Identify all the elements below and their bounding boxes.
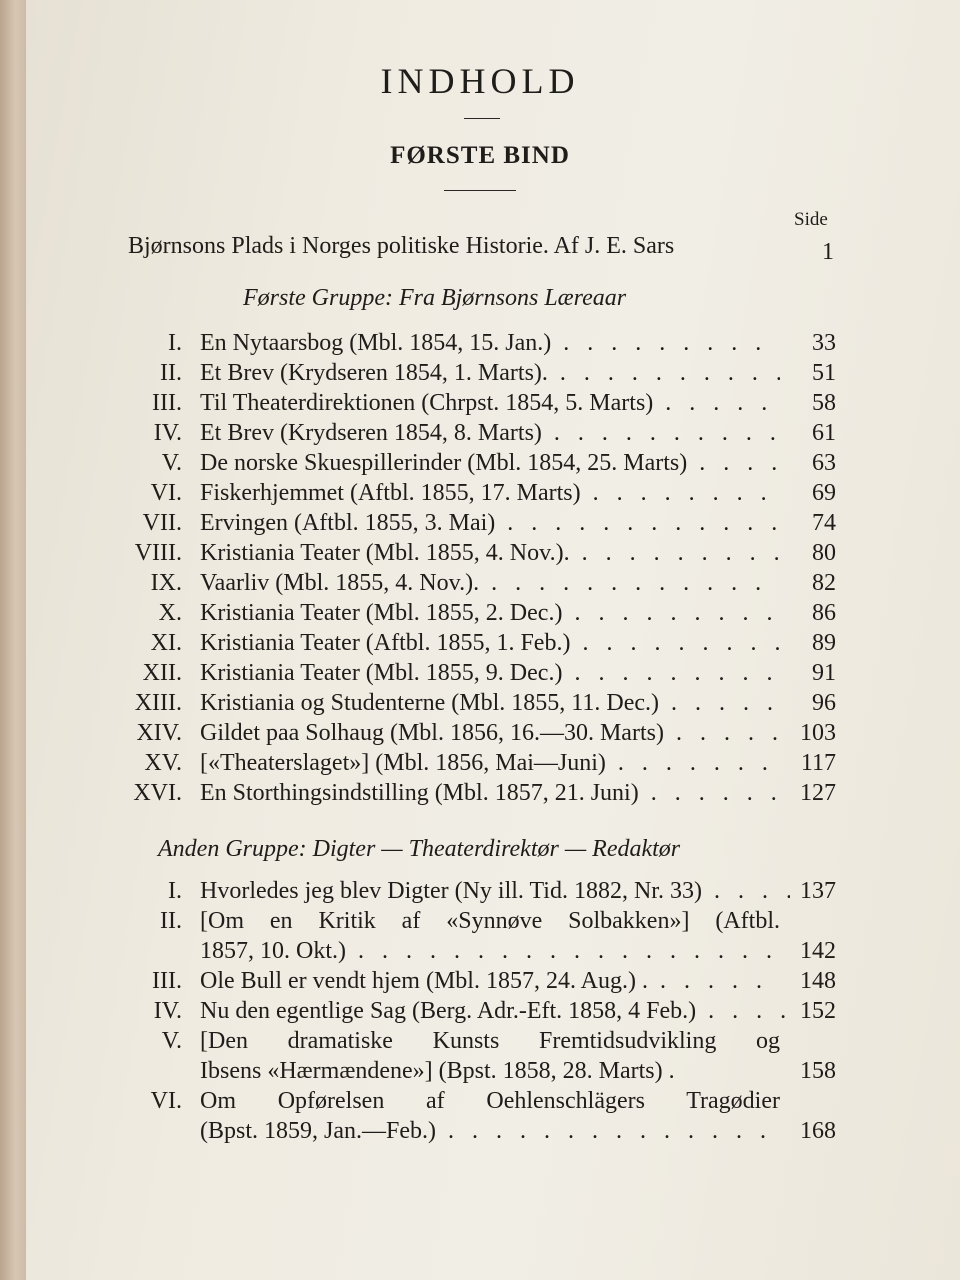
entry-page: 158	[800, 1058, 836, 1084]
entry-text: Hvorledes jeg blev Digter (Ny ill. Tid. 1882, Nr. 33) . . .	[200, 876, 790, 906]
page-column-label: Side	[794, 209, 828, 230]
entry-page: 51	[812, 360, 836, 386]
entry-number: I.	[168, 878, 182, 904]
entry-page: 142	[800, 938, 836, 964]
entry-text-line-1: [Den dramatiske Kunsts Fremtidsudvikling og	[200, 1028, 780, 1054]
entry-text: Nu den egentlige Sag (Berg. Adr.-Eft. 1858, 4 Feb.) . . .	[200, 996, 790, 1026]
entry-number: II.	[160, 360, 182, 386]
entry-number: I.	[168, 330, 182, 356]
entry-number: VIII.	[134, 540, 182, 566]
entry-page: 33	[812, 330, 836, 356]
entry-text: Kristiania Teater (Mbl. 1855, 2. Dec.) . . .	[200, 598, 780, 628]
entry-page: 168	[800, 1118, 836, 1144]
page-title: INDHOLD	[380, 61, 580, 101]
entry-number: V.	[161, 450, 182, 476]
entry-text: Ole Bull er vendt hjem (Mbl. 1857, 24. Aug.) . . . .	[200, 966, 780, 996]
entry-page: 89	[812, 630, 836, 656]
entry-page: 82	[812, 570, 836, 596]
entry-page: 148	[800, 968, 836, 994]
entry-text-line-2: (Bpst. 1859, Jan.—Feb.) . . .	[200, 1116, 780, 1146]
entry-text: Et Brev (Krydseren 1854, 8. Marts) . . .	[200, 418, 780, 448]
entry-number: XIV.	[136, 720, 182, 746]
intro-entry-page: 1	[822, 239, 834, 265]
entry-text: Et Brev (Krydseren 1854, 1. Marts). . . .	[200, 358, 780, 388]
entry-number: IV.	[153, 998, 182, 1024]
title-divider	[464, 118, 500, 119]
entry-text-line-1: Om Opførelsen af Oehlenschlägers Tragødier	[200, 1088, 780, 1114]
entry-page: 137	[800, 878, 836, 904]
entry-page: 58	[812, 390, 836, 416]
entry-page: 86	[812, 600, 836, 626]
group-2-heading: Anden Gruppe: Digter — Theaterdirektør — Redaktør	[158, 836, 681, 862]
entry-text: Ervingen (Aftbl. 1855, 3. Mai) . . .	[200, 508, 780, 538]
entry-number: II.	[160, 908, 182, 934]
toc-entry	[0, 1026, 960, 1086]
group-1-heading: Første Gruppe: Fra Bjørnsons Læreaar	[243, 285, 627, 311]
entry-text: En Storthingsindstilling (Mbl. 1857, 21. Juni) . . .	[200, 778, 780, 808]
entry-page: 103	[800, 720, 836, 746]
entry-text: De norske Skuespillerinder (Mbl. 1854, 25. Marts) . . .	[200, 448, 780, 478]
entry-number: XI.	[150, 630, 182, 656]
volume-title: FØRSTE BIND	[390, 142, 570, 169]
entry-page: 96	[812, 690, 836, 716]
entry-number: IV.	[153, 420, 182, 446]
entry-number: VI.	[150, 1088, 182, 1114]
entry-page: 69	[812, 480, 836, 506]
entry-page: 61	[812, 420, 836, 446]
toc-entry	[0, 906, 960, 966]
entry-text-line-2: 1857, 10. Okt.) . . .	[200, 936, 780, 966]
entry-number: X.	[158, 600, 182, 626]
entry-text: [«Theaterslaget»] (Mbl. 1856, Mai—Juni) . . .	[200, 748, 780, 778]
entry-number: V.	[161, 1028, 182, 1054]
entry-page: 117	[800, 750, 836, 776]
entry-text: Til Theaterdirektionen (Chrpst. 1854, 5. Marts) . . .	[200, 388, 780, 418]
entry-text: Kristiania Teater (Mbl. 1855, 4. Nov.). . . .	[200, 538, 780, 568]
entry-number: III.	[152, 390, 182, 416]
entry-number: III.	[152, 968, 182, 994]
entry-text: Gildet paa Solhaug (Mbl. 1856, 16.—30. Marts) . . .	[200, 718, 780, 748]
entry-text: Kristiania Teater (Mbl. 1855, 9. Dec.) . . .	[200, 658, 780, 688]
entry-page: 91	[812, 660, 836, 686]
entry-text-line-2: Ibsens «Hærmændene»] (Bpst. 1858, 28. Marts) .	[200, 1058, 675, 1084]
entry-number: XVI.	[133, 780, 182, 806]
intro-entry-text: Bjørnsons Plads i Norges politiske Historie. Af J. E. Sars	[128, 233, 675, 259]
entry-text: Kristiania Teater (Aftbl. 1855, 1. Feb.) . . .	[200, 628, 780, 658]
entry-page: 127	[800, 780, 836, 806]
entry-page: 80	[812, 540, 836, 566]
entry-number: XII.	[142, 660, 182, 686]
entry-page: 152	[800, 998, 836, 1024]
toc-entry	[0, 1086, 960, 1146]
entry-number: XV.	[144, 750, 182, 776]
entry-text: Kristiania og Studenterne (Mbl. 1855, 11. Dec.) . . .	[200, 688, 780, 718]
entry-text-line-1: [Om en Kritik af «Synnøve Solbakken»] (Aftbl.	[200, 908, 780, 934]
entry-number: VII.	[142, 510, 182, 536]
entry-number: VI.	[150, 480, 182, 506]
entry-text: Vaarliv (Mbl. 1855, 4. Nov.). . . .	[200, 568, 780, 598]
entry-number: IX.	[150, 570, 182, 596]
entry-page: 74	[812, 510, 836, 536]
volume-divider	[444, 190, 516, 191]
entry-text: En Nytaarsbog (Mbl. 1854, 15. Jan.) . . .	[200, 328, 780, 358]
entry-page: 63	[812, 450, 836, 476]
entry-text: Fiskerhjemmet (Aftbl. 1855, 17. Marts) . . .	[200, 478, 780, 508]
entry-number: XIII.	[134, 690, 182, 716]
